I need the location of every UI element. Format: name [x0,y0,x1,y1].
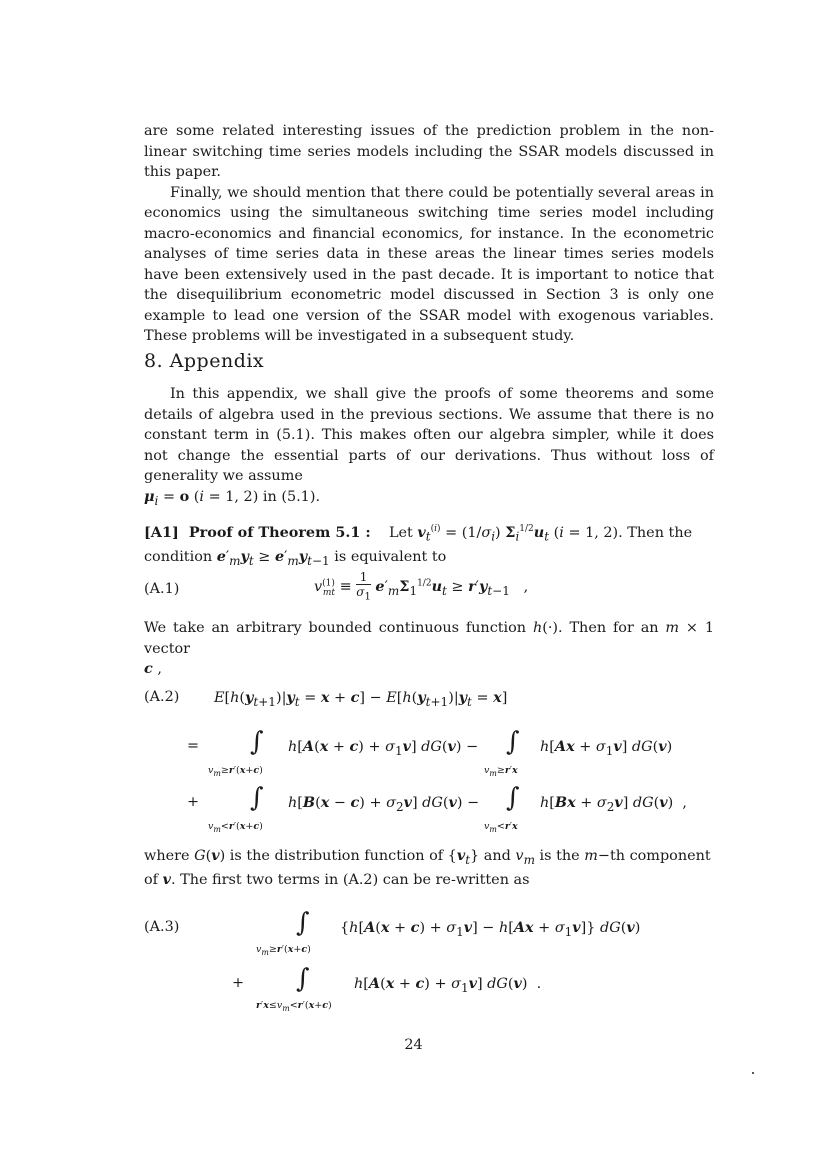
body-paragraph-block [144,121,714,347]
eq-a3-line1: $\{h[A(x + c) + \sigma_1v] - h[Ax + \sigma_1v]\}$ dG(v) [340,919,641,939]
appendix-intro-block [144,384,714,511]
eq-a2-label: (A.2) [144,689,180,705]
integral-sign: ∫ [506,727,520,757]
integral-limit: $v_m\ge r'(x+c)$ [256,944,311,957]
eq-a2-line3b: $h[Bx + \sigma_2v]$ dG(v) , [540,794,687,814]
appendix-intro [144,384,714,487]
appendix-intro-text: In this appendix, we shall give the proofs of some theorems and some details of algebra used in the previous sections. We assume that there is no constant term in (5.1). This makes often our algebra simpler, while it does not change the essential parts of our derivations. Thus without loss of generality we assume [144,386,714,484]
where-line: where G(v) is the distribution function of $\{v_t\}$ and $v_m$ is the m−th component [144,847,711,867]
eq-a3-line2: $h[A(x + c) + \sigma_1v]$ dG(v) . [354,975,542,995]
section-heading: 8. Appendix [144,350,265,372]
eq-a3-plus-sign: + [232,975,245,991]
paragraph-finally: Finally, we should mention that there could be potentially several areas in economics using the simultaneous switching time series model including macro-economics and financial economics, for instance. In the econometric analyses of time series data in these areas the linear times series models have been extensively used in the past decade. It is important to notice that the disequilibrium econometric model discussed in Section 3 is only one example to lead one version of the SSAR model with exogenous variables. These problems will be investigated in a subsequent study. [144,184,714,344]
integral-sign: ∫ [296,964,310,994]
where-line-2: of v. The first two terms in (A.2) can be re-written as [144,871,530,889]
a1-label: [A1] Proof of Theorem 5.1 : [144,523,371,541]
eq-a3-label: (A.3) [144,919,180,935]
eq-a2-line2b: $h[Ax + \sigma_1v]$ dG(v) [540,738,673,758]
where-block [144,846,714,891]
integral-limit: $v_m\ge r'x$ [484,765,518,778]
integral-limit: $v_m<r'x$ [484,821,518,834]
eq-a2-line1: $E[h(y_{t+1})|y_t = x + c] - E[h(y_{t+1})|y_t = x]$ [214,689,508,709]
take-block [144,618,714,680]
page-number: 24 [404,1037,423,1053]
integral-sign: ∫ [506,783,520,813]
integral-sign: ∫ [250,783,264,813]
a1-second-line: condition $e'_my_t \ge e'_my_{t-1}$ is equivalent to [144,548,447,569]
appendix-intro-tail: $\mu_i = o$ (i = 1, 2) in (5.1). [144,487,321,508]
take-line: We take an arbitrary bounded continuous function h(·). Then for an m × 1 vector [144,620,714,657]
take-line-2: c , [144,660,162,677]
eq-a2-line2a: $h[A(x + c) + \sigma_1v]$ dG(v) − [288,738,479,758]
eq-a2-eq-sign: = [187,738,200,754]
integral-limit: $r'x\le v_m<r'(x+c)$ [256,1000,332,1013]
a1-block [144,519,714,572]
eq-a1-label: (A.1) [144,581,180,597]
eq-a2-line3a: $h[B(x - c) + \sigma_2v]$ dG(v) − [288,794,480,814]
scan-speck [752,1072,754,1074]
integral-sign: ∫ [296,908,310,938]
eq-a2-plus-sign: + [187,794,200,810]
eq-a1: $v^{(1)}_{mt}$ ≡ $\frac{1}{\sigma_1}$ $e'_m\Sigma_1^{1/2}u_t \ge r'y_{t-1}$ , [314,570,529,603]
integral-limit: $v_m<r'(x+c)$ [208,821,263,834]
integral-sign: ∫ [250,727,264,757]
a1-first-line: [A1] Proof of Theorem 5.1 : Let $v_t^{(i)} = (1/\sigma_i)$ $\Sigma_i^{1/2}u_t$ (i = 1, 2). Then the [144,523,693,544]
paragraph-continuation: are some related interesting issues of the prediction problem in the non-linear switching time series models including the SSAR models discussed in this paper. [144,123,714,180]
integral-limit: $v_m\ge r'(x+c)$ [208,765,263,778]
